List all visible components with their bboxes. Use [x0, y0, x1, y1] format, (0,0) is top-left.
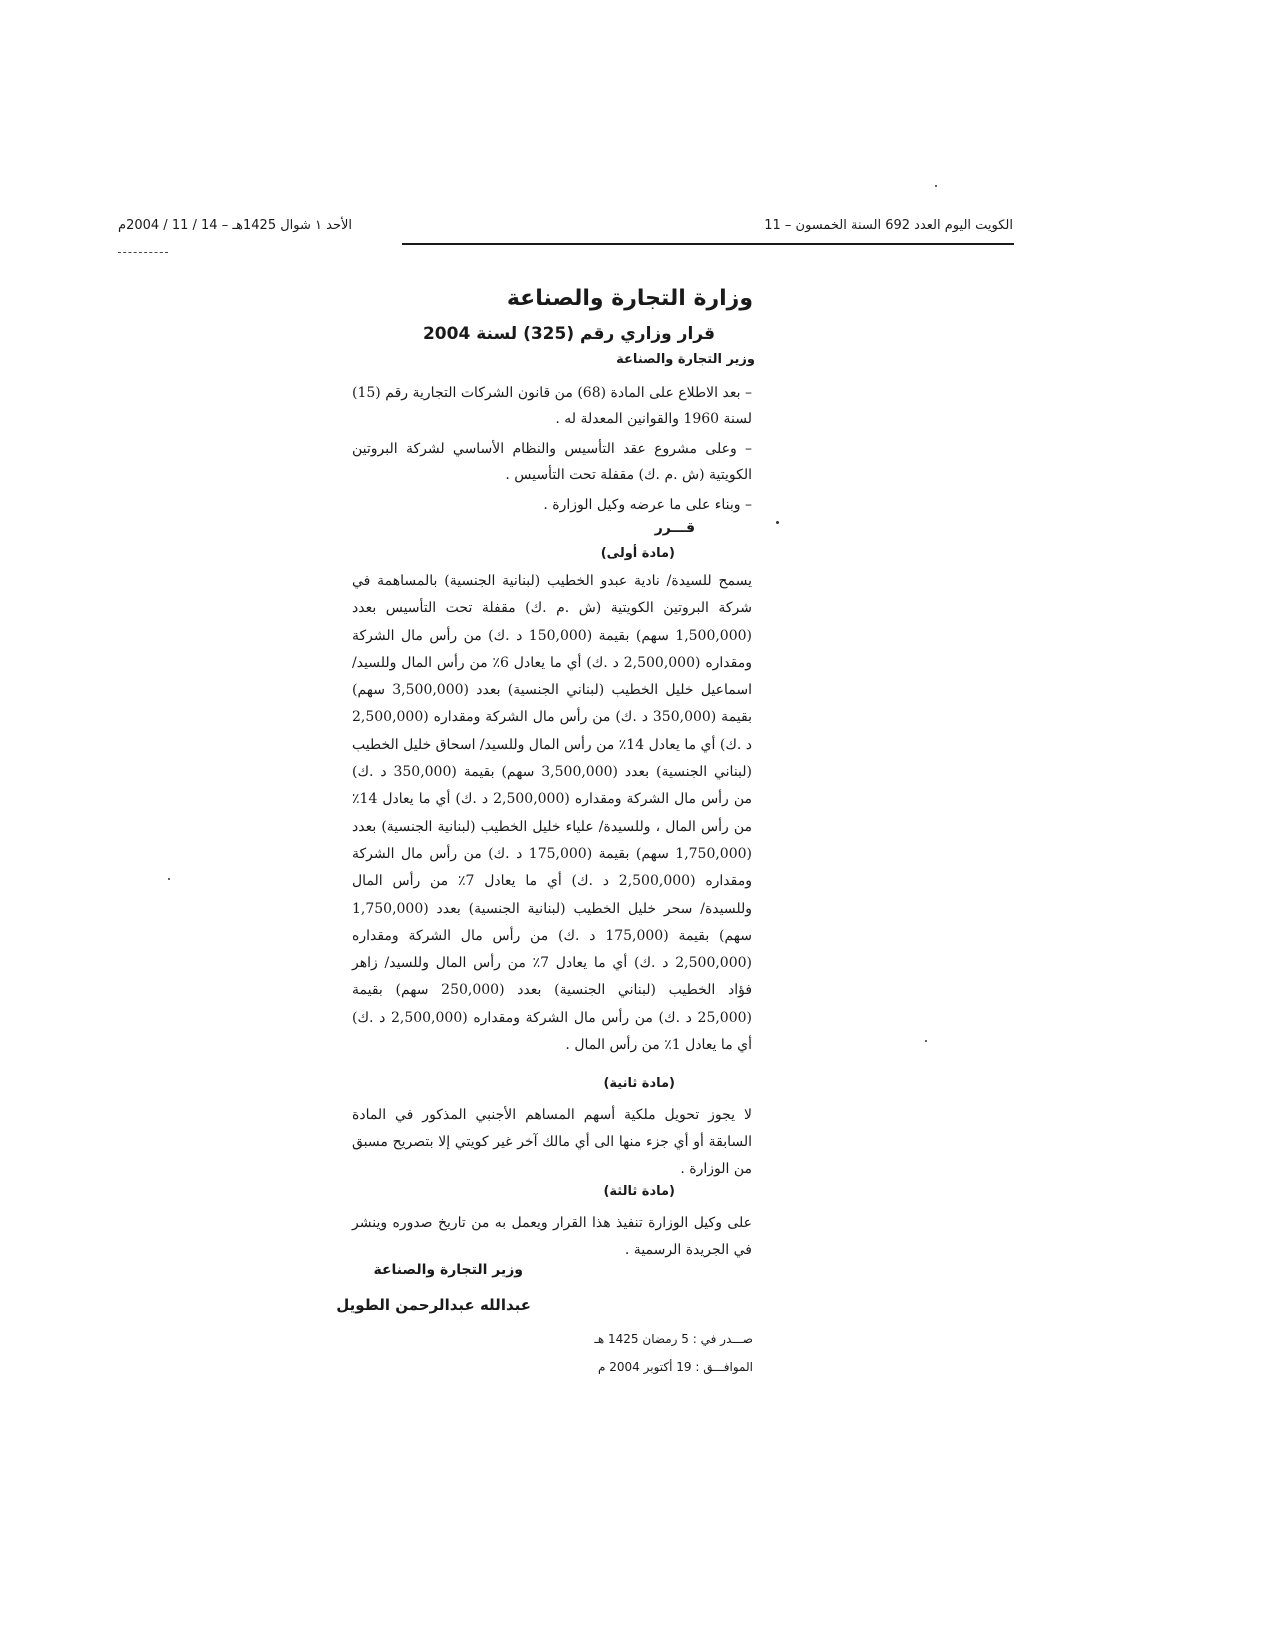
header-date: الأحد ١ شوال 1425هـ – 14 / 11 / 2004م	[118, 218, 353, 233]
signatory-title: وزير التجارة والصناعة	[373, 1262, 523, 1278]
header-rule	[402, 243, 1014, 245]
decided-heading: قـــرر	[654, 520, 695, 536]
article-1-title: (مادة أولى)	[600, 546, 675, 561]
scan-speck	[168, 878, 170, 880]
ministry-heading: وزارة التجارة والصناعة	[506, 286, 753, 311]
issued-date: صـــدر في : 5 رمضان 1425 هـ	[594, 1332, 753, 1346]
article-3-title: (مادة ثالثة)	[603, 1184, 675, 1199]
article-3-body: على وكيل الوزارة تنفيذ هذا القرار ويعمل به من تاريخ صدوره وينشر في الجريدة الرسمية .	[352, 1215, 752, 1258]
article-2-body: لا يجوز تحويل ملكية أسهم المساهم الأجنبي المذكور في المادة السابقة أو أي جزء منها الى أي مالك آخر غير كويتي إلا بتصريح مسبق من الوزارة .	[352, 1107, 752, 1177]
preamble-item: – وبناء على ما عرضه وكيل الوزارة .	[543, 497, 752, 513]
decision-title: قرار وزاري رقم (325) لسنة 2004	[422, 324, 715, 344]
preamble-item: – وعلى مشروع عقد التأسيس والنظام الأساسي لشركة البروتين الكويتية (ش .م .ك) مقفلة تحت التأسيس .	[352, 441, 752, 483]
signatory-name: عبدالله عبدالرحمن الطويل	[336, 1296, 531, 1314]
minister-line: وزير التجارة والصناعة	[616, 352, 755, 367]
scan-speck	[935, 185, 937, 187]
header-issue: الكويت اليوم العدد 692 السنة الخمسون – 11	[764, 218, 1013, 233]
scan-speck	[925, 1040, 927, 1042]
preamble-item: – بعد الاطلاع على المادة (68) من قانون الشركات التجارية رقم (15) لسنة 1960 والقوانين المعدلة له .	[352, 385, 752, 427]
article-1-body: يسمح للسيدة/ نادية عبدو الخطيب (لبنانية الجنسية) بالمساهمة في شركة البروتين الكويتية (ش .م .ك) مقفلة تحت التأسيس بعدد (1,500,000 سهم) بقيمة (150,000 د .ك) من رأس مال الشركة ومقداره (2,500,000 د .ك) أي ما يعادل 6٪ من رأس المال وللسيد/ اسماعيل خليل الخطيب (لبناني الجنسية) بعدد (3,500,000 سهم) بقيمة (350,000 د .ك) من رأس مال الشركة ومقداره (2,500,000 د .ك) أي ما يعادل 14٪ من رأس المال وللسيد/ اسحاق خليل الخطيب (لبناني الجنسية) بعدد (3,500,000 سهم) بقيمة (350,000 د .ك) من رأس مال الشركة ومقداره (2,500,000 د .ك) أي ما يعادل 14٪ من رأس المال ، وللسيدة/ علياء خليل الخطيب (لبنانية الجنسية) بعدد (1,750,000 سهم) بقيمة (175,000 د .ك) من رأس مال الشركة ومقداره (2,500,000 د .ك) أي ما يعادل 7٪ من رأس المال وللسيدة/ سحر خليل الخطيب (لبنانية الجنسية) بعدد (1,750,000 سهم) بقيمة (175,000 د .ك) من رأس مال الشركة ومقداره (2,500,000 د .ك) أي ما يعادل 7٪ من رأس المال وللسيد/ زاهر فؤاد الخطيب (لبناني الجنسية) بعدد (250,000 سهم) بقيمة (25,000 د .ك) من رأس مال الشركة ومقداره (2,500,000 د .ك) أي ما يعادل 1٪ من رأس المال .	[352, 573, 753, 1054]
article-2-title: (مادة ثانية)	[603, 1076, 675, 1091]
scan-speck	[776, 521, 779, 524]
corresponding-date: الموافـــق : 19 أكتوبر 2004 م	[598, 1360, 753, 1374]
header-rule-short	[118, 252, 168, 253]
